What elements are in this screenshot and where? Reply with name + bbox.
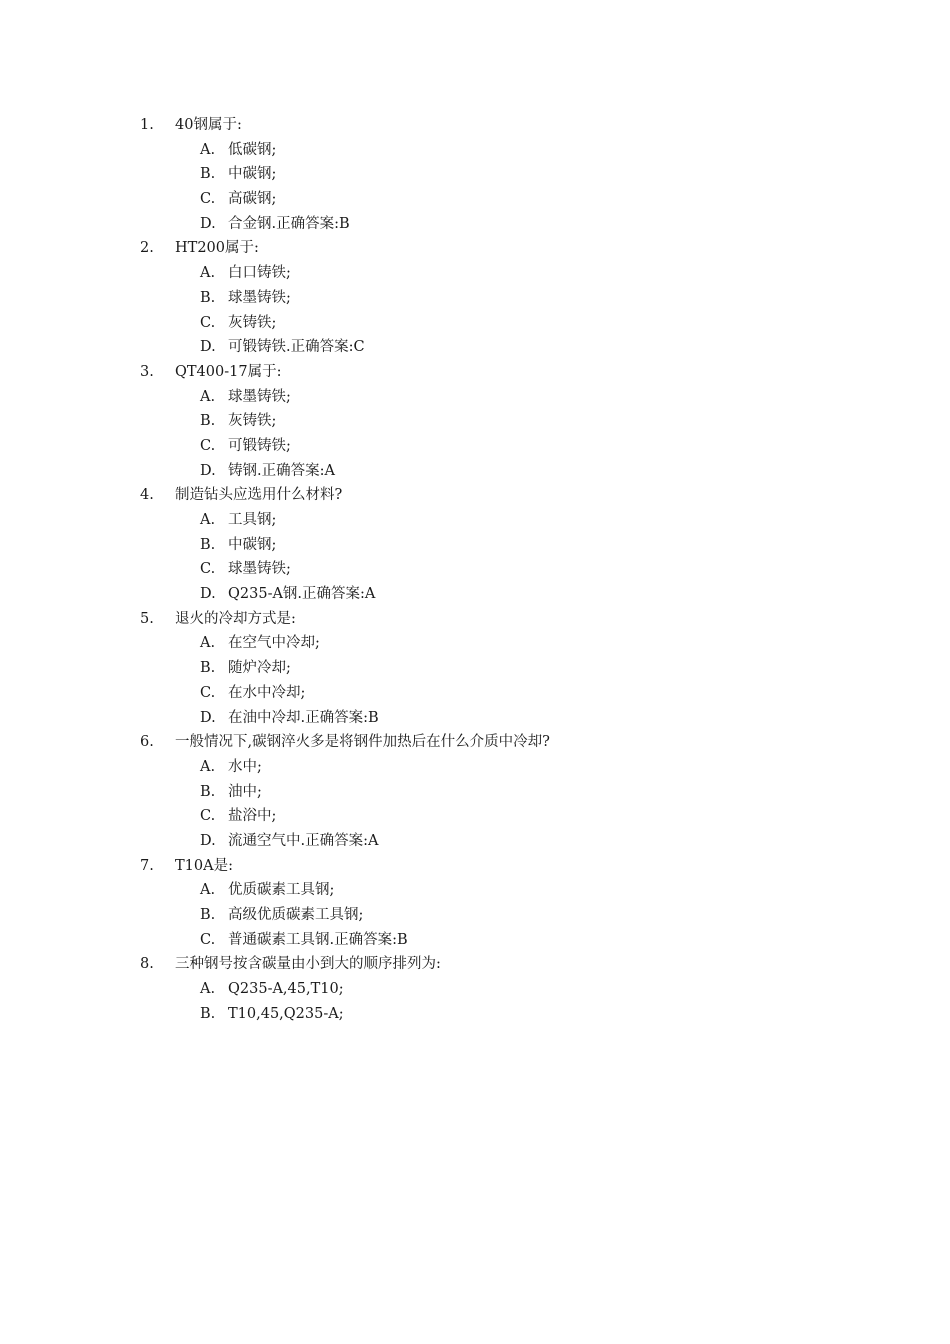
option-letter: A. [200, 882, 216, 899]
option-letter: A. [200, 758, 216, 775]
option-text: 在水中冷却; [228, 684, 306, 701]
option-6-d [0, 829, 950, 854]
option-letter: C. [200, 314, 216, 331]
question-number: 2. [140, 240, 154, 257]
option-8-b [0, 1002, 950, 1027]
option-4-c [0, 557, 950, 582]
option-text: 工具钢; [228, 512, 277, 528]
option-letter: B. [200, 1005, 216, 1022]
option-letter: D. [200, 709, 216, 726]
option-text: 中碳钢; [228, 536, 277, 553]
question-6 [0, 730, 950, 755]
option-letter: A. [200, 141, 216, 158]
option-6-c [0, 804, 950, 829]
option-letter: A. [200, 388, 216, 405]
option-letter: B. [200, 660, 216, 677]
question-1 [0, 113, 950, 138]
option-letter: D. [200, 832, 216, 849]
option-letter: B. [200, 166, 216, 183]
question-text: 一般情况下,碳钢淬火多是将钢件加热后在什么介质中冷却? [175, 734, 550, 751]
option-text: 球墨铸铁; [228, 561, 291, 578]
option-4-a [0, 508, 950, 533]
option-letter: C. [200, 684, 216, 701]
option-text: 高碳钢; [228, 191, 277, 208]
question-number: 6. [140, 734, 154, 751]
option-text: 中碳钢; [228, 166, 277, 183]
question-3 [0, 360, 950, 385]
option-text: 球墨铸铁; [228, 289, 291, 306]
option-text: 灰铸铁; [228, 314, 277, 331]
option-1-b [0, 162, 950, 187]
option-text: 可锻铸铁; [228, 437, 291, 454]
option-7-a [0, 878, 950, 903]
option-letter: A. [200, 265, 216, 282]
option-2-a [0, 261, 950, 286]
option-text: 球墨铸铁; [228, 388, 291, 405]
option-text: 合金钢.正确答案:B [228, 215, 350, 232]
option-6-a [0, 755, 950, 780]
option-2-c [0, 311, 950, 336]
option-6-b [0, 780, 950, 805]
question-number: 7. [140, 857, 154, 874]
option-text: 优质碳素工具钢; [228, 882, 335, 899]
option-1-a [0, 138, 950, 163]
option-letter: B. [200, 783, 216, 800]
option-letter: D. [200, 339, 216, 356]
option-text: 水中; [228, 758, 262, 775]
question-4 [0, 483, 950, 508]
question-number: 1. [140, 117, 154, 133]
option-5-c [0, 681, 950, 706]
question-text: 三种钢号按含碳量由小到大的顺序排列为: [175, 956, 441, 973]
option-text: 在空气中冷却; [228, 635, 320, 652]
option-text: 普通碳素工具钢.正确答案:B [228, 931, 408, 948]
question-text: 退火的冷却方式是: [175, 610, 296, 627]
option-letter: C. [200, 437, 216, 454]
question-text: HT200属于: [175, 240, 259, 257]
option-letter: B. [200, 536, 216, 553]
question-text: QT400-17属于: [175, 363, 282, 380]
option-text: 铸钢.正确答案:A [228, 462, 335, 479]
document-page [0, 113, 950, 1026]
option-text: 低碳钢; [228, 141, 277, 158]
option-text: 可锻铸铁.正确答案:C [228, 339, 365, 356]
option-letter: C. [200, 561, 216, 578]
option-text: 随炉冷却; [228, 660, 291, 677]
option-7-c [0, 928, 950, 953]
option-letter: C. [200, 931, 216, 948]
option-letter: A. [200, 635, 216, 652]
question-text: T10A是: [175, 857, 233, 874]
option-3-a [0, 385, 950, 410]
option-text: Q235-A,45,T10; [228, 981, 344, 998]
option-5-a [0, 631, 950, 656]
question-number: 3. [140, 363, 154, 380]
question-2 [0, 236, 950, 261]
option-5-b [0, 656, 950, 681]
option-3-b [0, 409, 950, 434]
option-text: T10,45,Q235-A; [228, 1005, 344, 1022]
option-4-b [0, 533, 950, 558]
question-number: 8. [140, 956, 154, 973]
option-text: 油中; [228, 783, 262, 800]
option-2-b [0, 286, 950, 311]
option-letter: A. [200, 512, 216, 528]
option-text: 盐浴中; [228, 808, 277, 825]
option-letter: D. [200, 462, 216, 479]
option-letter: D. [200, 215, 216, 232]
question-text: 40钢属于: [175, 117, 242, 133]
option-letter: C. [200, 191, 216, 208]
option-4-d [0, 582, 950, 607]
option-3-c [0, 434, 950, 459]
question-text: 制造钻头应选用什么材料? [175, 487, 343, 504]
option-text: 在油中冷却.正确答案:B [228, 709, 379, 726]
option-letter: B. [200, 413, 216, 430]
option-text: 灰铸铁; [228, 413, 277, 430]
option-3-d [0, 459, 950, 484]
option-text: 流通空气中.正确答案:A [228, 832, 379, 849]
question-7 [0, 854, 950, 879]
option-letter: A. [200, 981, 216, 998]
option-letter: D. [200, 586, 216, 603]
option-text: 白口铸铁; [228, 265, 291, 282]
question-5 [0, 607, 950, 632]
option-8-a [0, 977, 950, 1002]
option-1-c [0, 187, 950, 212]
option-text: Q235-A钢.正确答案:A [228, 586, 376, 603]
question-number: 4. [140, 487, 154, 504]
option-letter: C. [200, 808, 216, 825]
question-8 [0, 952, 950, 977]
option-7-b [0, 903, 950, 928]
option-5-d [0, 706, 950, 731]
option-2-d [0, 335, 950, 360]
option-1-d [0, 212, 950, 237]
option-letter: B. [200, 907, 216, 923]
option-text: 高级优质碳素工具钢; [228, 907, 364, 923]
question-number: 5. [140, 610, 154, 627]
option-letter: B. [200, 289, 216, 306]
